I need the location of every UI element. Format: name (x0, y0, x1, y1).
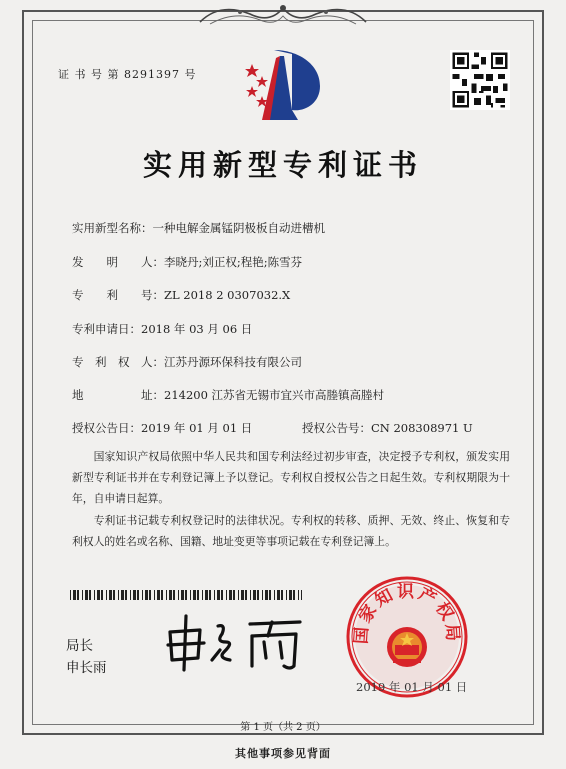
field-value: 214200 江苏省无锡市宜兴市高塍镇高塍村 (164, 388, 385, 402)
certificate-number: 证 书 号 第 8291397 号 (58, 68, 197, 81)
director-title: 局长 (66, 638, 93, 654)
field-value: 李晓丹;刘正权;程艳;陈雪芬 (164, 255, 303, 269)
field-value: CN 208308971 U (370, 421, 473, 435)
field-label: 授权公告日： (72, 421, 141, 435)
top-ornament (190, 0, 376, 30)
seal-text: 国家知识产权局 (351, 582, 463, 645)
field-value: ZL 2018 2 0307032.X (164, 288, 291, 302)
statement-paragraph: 专利证书记载专利权登记时的法律状况。专利权的转移、质押、无效、终止、恢复和专利权人的姓名或名称、国籍、地址变更等事项记载在专利登记簿上。 (72, 514, 510, 548)
field-value: 一种电解金属锰阴极板自动进槽机 (152, 221, 325, 235)
director-signature (160, 612, 310, 672)
page-indicator: 第 1 页（共 2 页） (240, 722, 326, 733)
field-label: 专利申请日： (72, 322, 141, 336)
field-patent-number (72, 287, 290, 303)
field-grant-announcement (72, 420, 473, 436)
field-value: 江苏丹源环保科技有限公司 (164, 355, 302, 369)
certificate-title: 实用新型专利证书 (142, 148, 423, 182)
field-inventors (72, 254, 302, 270)
qr-code-icon (450, 50, 510, 110)
field-address (72, 387, 384, 403)
field-label: 专 利 权 人： (72, 355, 164, 369)
field-value: 2018 年 03 月 06 日 (141, 322, 253, 336)
field-filing-date (72, 321, 252, 337)
barcode-icon (70, 590, 302, 600)
statement-paragraph: 国家知识产权局依照中华人民共和国专利法经过初步审查，决定授予专利权，颁发实用新型专利证书并在专利登记簿上予以登记。专利权自授权公告之日起生效。专利权期限为十年，自申请日起算。 (72, 450, 510, 505)
field-label: 地 址： (72, 388, 164, 402)
footer-note: 其他事项参见背面 (235, 747, 331, 760)
field-patentee (72, 354, 302, 370)
field-label: 授权公告号： (301, 421, 371, 435)
director-name: 申长雨 (66, 660, 107, 676)
seal-date: 2019 年 01 月 01 日 (356, 680, 468, 694)
national-emblem-icon (387, 627, 427, 667)
field-label: 发 明 人： (72, 255, 164, 269)
field-value: 2019 年 01 月 01 日 (141, 421, 253, 435)
field-utility-model-name (72, 220, 325, 236)
field-label: 专 利 号： (72, 288, 164, 302)
field-label: 实用新型名称： (72, 221, 153, 235)
cnipa-logo-icon (240, 46, 328, 124)
